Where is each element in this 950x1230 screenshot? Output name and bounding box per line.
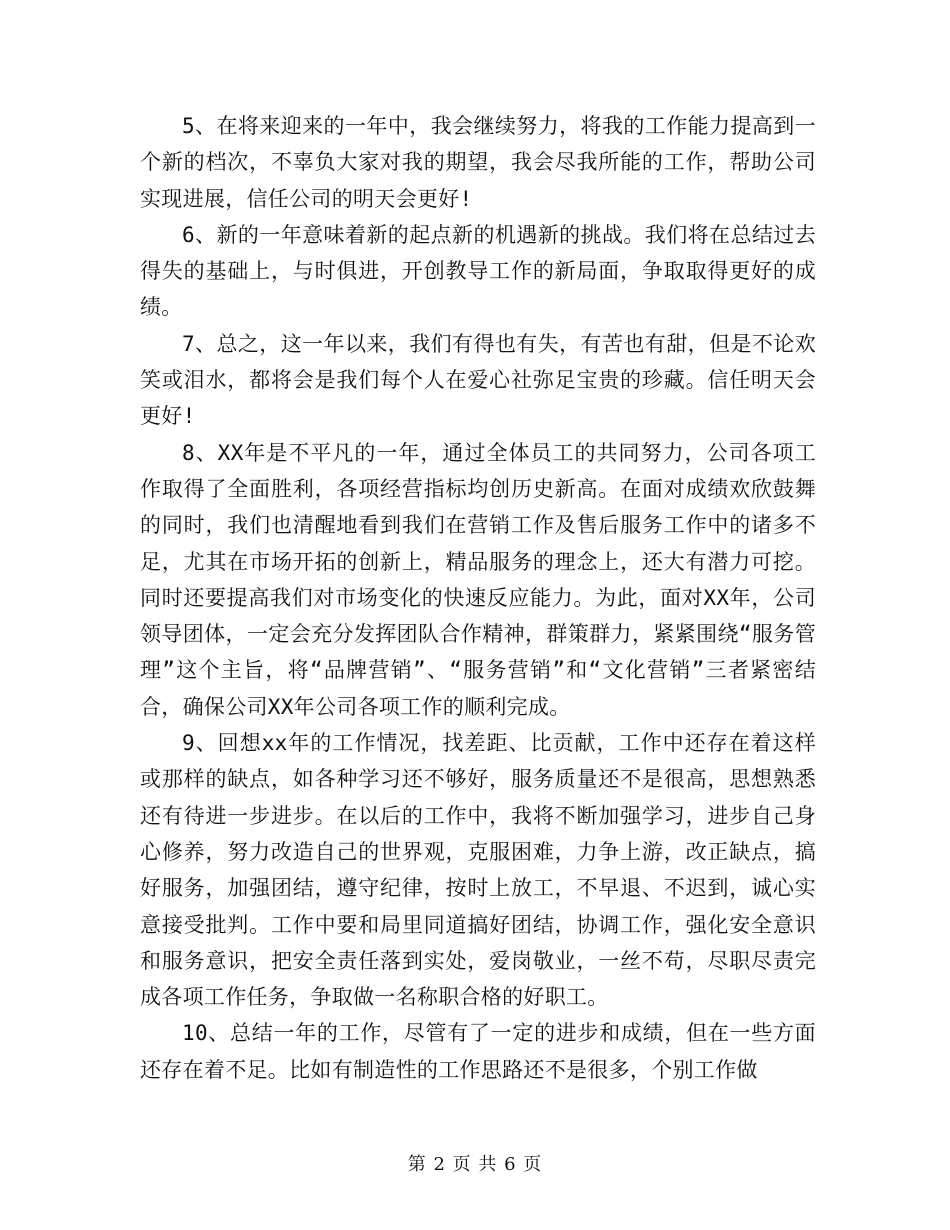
paragraph-10: 10、总结一年的工作，尽管有了一定的进步和成绩，但在一些方面还存在着不足。比如有制造性的工作思路还不是很多，个别工作做 — [140, 1021, 816, 1082]
document-body — [140, 108, 816, 1088]
paragraph-5: 5、在将来迎来的一年中，我会继续努力，将我的工作能力提高到一个新的档次，不辜负大家对我的期望，我会尽我所能的工作，帮助公司实现进展，信任公司的明天会更好! — [140, 114, 816, 211]
paragraph-9: 9、回想xx年的工作情况，找差距、比贡献，工作中还存在着这样或那样的缺点，如各种学习还不够好，服务质量还不是很高，思想熟悉还有待进一步进步。在以后的工作中，我将不断加强学习，进步自己身心修养，努力改造自己的世界观，克服困难，力争上游，改正缺点，搞好服务，加强团结，遵守纪律，按时上放工，不早退、不迟到，诚心实意接受批判。工作中要和局里同道搞好团结，协调工作，强化安全意识和服务意识，把安全责任落到实处，爱岗敬业，一丝不苟，尽职尽责完成各项工作任务，争取做一名称职合格的好职工。 — [140, 731, 816, 1010]
page-footer: 第 2 页 共 6 页 — [407, 1154, 543, 1175]
paragraph-7: 7、总之，这一年以来，我们有得也有失，有苦也有甜，但是不论欢笑或泪水，都将会是我们每个人在爱心社弥足宝贵的珍藏。信任明天会更好! — [140, 331, 816, 429]
paragraph-6: 6、新的一年意味着新的起点新的机遇新的挑战。我们将在总结过去得失的基础上，与时俱进，开创教导工作的新局面，争取取得更好的成绩。 — [140, 222, 816, 320]
paragraph-8: 8、XX年是不平凡的一年，通过全体员工的共同努力，公司各项工作取得了全面胜利，各项经营指标均创历史新高。在面对成绩欢欣鼓舞的同时，我们也清醒地看到我们在营销工作及售后服务工作中的诸多不足，尤其在市场开拓的创新上，精品服务的理念上，还大有潜力可挖。同时还要提高我们对市场变化的快速反应能力。为此，面对XX年，公司领导团体，一定会充分发挥团队合作精神，群策群力，紧紧围绕“服务管理”这个主旨，将“品牌营销”、“服务营销”和“文化营销”三者紧密结合，确保公司XX年公司各项工作的顺利完成。 — [140, 440, 816, 719]
